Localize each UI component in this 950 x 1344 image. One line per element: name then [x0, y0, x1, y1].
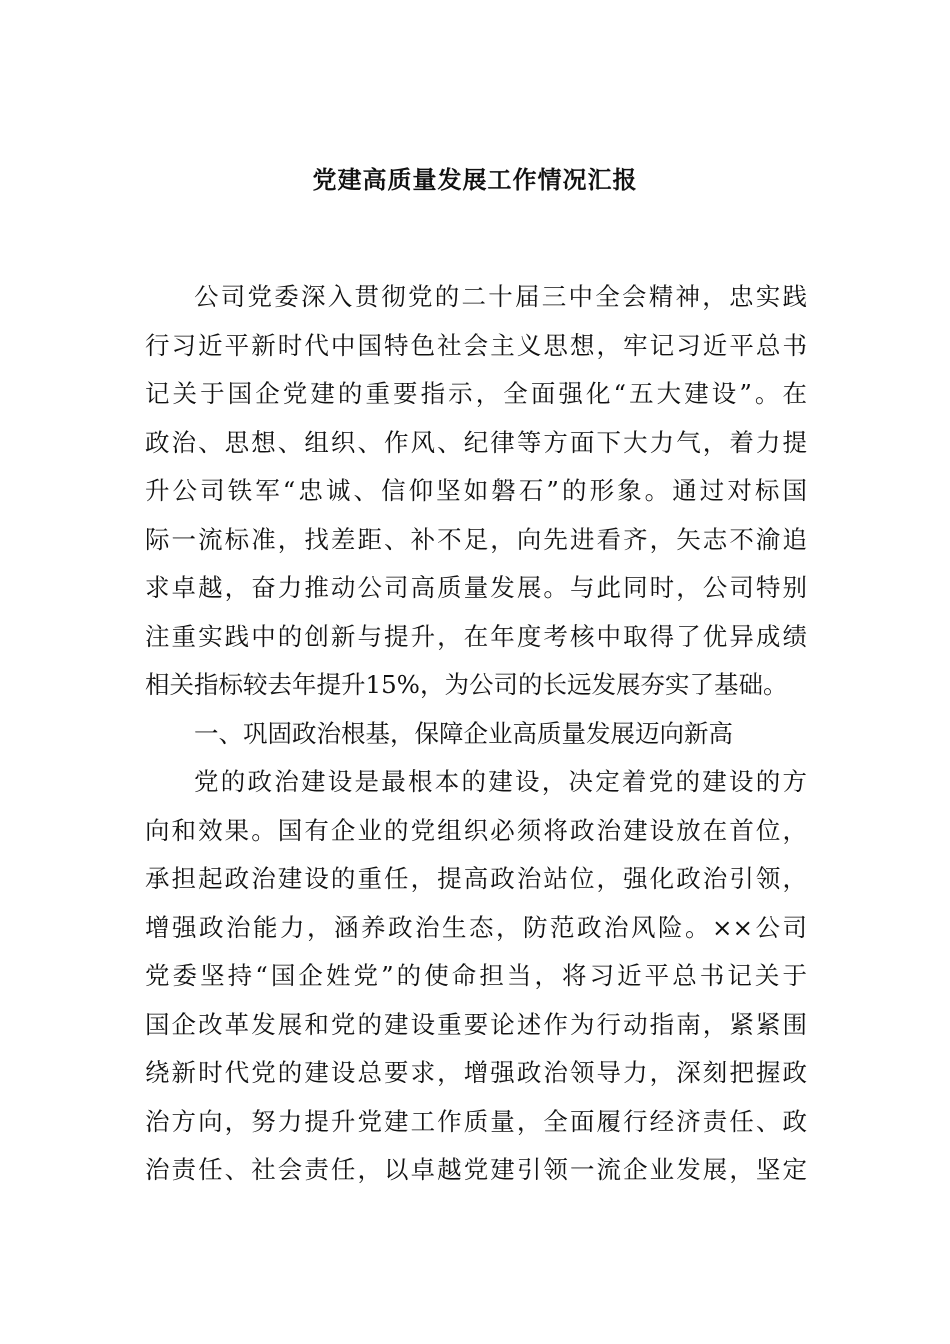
- paragraph-line: 国企改革发展和党的建设重要论述作为行动指南，紧紧围: [145, 1009, 807, 1039]
- paragraph-line: 党的政治建设是最根本的建设，决定着党的建设的方: [194, 767, 807, 796]
- paragraph-line: 记关于国企党建的重要指示，全面强化“五大建设”。在: [145, 379, 807, 408]
- paragraph-line: 承担起政治建设的重任，提高政治站位，强化政治引领，: [145, 864, 807, 893]
- paragraph-line: 注重实践中的创新与提升，在年度考核中取得了优异成绩: [145, 621, 807, 651]
- paragraph-line: 党委坚持“国企姓党”的使命担当，将习近平总书记关于: [145, 961, 807, 990]
- paragraph-line: 治责任、社会责任，以卓越党建引领一流企业发展，坚定: [145, 1155, 807, 1184]
- paragraph-line: 相关指标较去年提升15%，为公司的长远发展夯实了基础。: [145, 670, 788, 699]
- paragraph-line: 行习近平新时代中国特色社会主义思想，牢记习近平总书: [145, 330, 807, 360]
- paragraph-line: 绕新时代党的建设总要求，增强政治领导力，深刻把握政: [145, 1058, 807, 1087]
- document-title: 党建高质量发展工作情况汇报: [312, 165, 638, 194]
- paragraph-line: 治方向，努力提升党建工作质量，全面履行经济责任、政: [145, 1106, 807, 1136]
- document-body: [145, 278, 807, 1200]
- paragraph-line: 公司党委深入贯彻党的二十届三中全会精神，忠实践: [194, 282, 807, 311]
- paragraph-line: 际一流标准，找差距、补不足，向先进看齐，矢志不渝追: [145, 524, 807, 554]
- paragraph-line: 向和效果。国有企业的党组织必须将政治建设放在首位，: [145, 815, 807, 845]
- paragraph-line: 政治、思想、组织、作风、纪律等方面下大力气，着力提: [145, 427, 807, 457]
- paragraph-line: 增强政治能力，涵养政治生态，防范政治风险。××公司: [145, 912, 807, 942]
- paragraph-line: 升公司铁军“忠诚、信仰坚如磐石”的形象。通过对标国: [145, 476, 807, 505]
- section-heading: 一、巩固政治根基，保障企业高质量发展迈向新高: [194, 718, 733, 748]
- paragraph-line: 求卓越，奋力推动公司高质量发展。与此同时，公司特别: [145, 573, 807, 602]
